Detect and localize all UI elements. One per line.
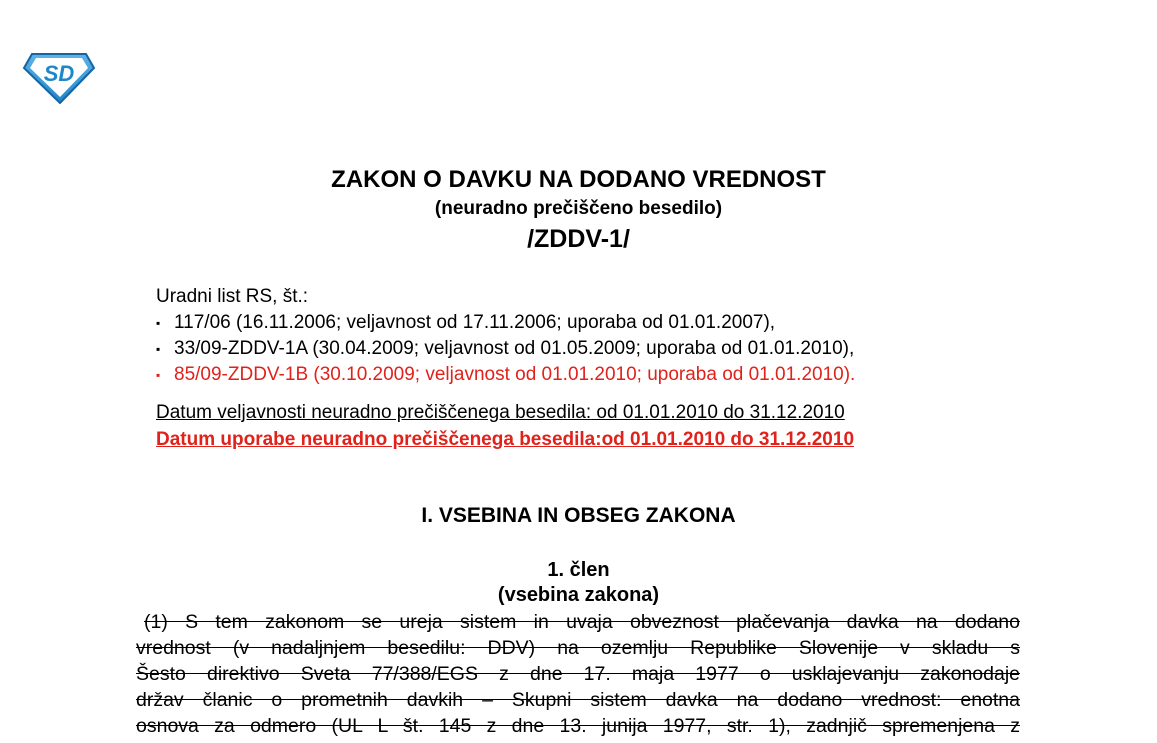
gazette-entry-text: 117/06 (16.11.2006; veljavnost od 17.11.2006; uporaba od 01.01.2007), — [174, 312, 776, 333]
gazette-entry — [156, 362, 1056, 388]
section-title: I. VSEBINA IN OBSEG ZAKONA — [421, 504, 736, 527]
law-code: /ZDDV-1/ — [527, 225, 630, 253]
validity-line — [156, 399, 854, 426]
gazette-entry-text: 85/09-ZDDV-1B (30.10.2009; veljavnost od 01.01.2010; uporaba od 01.01.2010). — [174, 364, 856, 385]
gazette-entry-text: 33/09-ZDDV-1A (30.04.2009; veljavnost od 01.05.2009; uporaba od 01.01.2010), — [174, 338, 855, 359]
svg-text:SD: SD — [43, 61, 75, 86]
bullet-icon: ▪ — [156, 342, 161, 356]
bullet-icon: ▪ — [156, 316, 161, 330]
article-number: 1. člen — [547, 559, 610, 581]
article-line: Šesto direktivo Sveta 77/388/EGS z dne 17. maja 1977 o usklajevanju zakonodaje — [136, 663, 1020, 685]
article-heading: (vsebina zakona) — [497, 584, 660, 606]
validity-label: Datum veljavnosti neuradno prečiščenega besedila: — [156, 402, 592, 423]
article-line: vrednost (v nadaljnjem besedilu: DDV) na ozemlju Republike Slovenije v skladu s — [136, 637, 1020, 659]
law-subtitle: (neuradno prečiščeno besedilo) — [434, 198, 723, 219]
article-line: (1) S tem zakonom se ureja sistem in uvaja obveznost plačevanja davka na dodano — [144, 611, 1020, 633]
gazette-entry — [156, 310, 1056, 336]
validity-block — [156, 399, 854, 453]
sd-shield-logo-icon — [22, 50, 96, 104]
article-body — [136, 609, 1020, 739]
gazette-label: Uradni list RS, št.: — [156, 286, 309, 307]
validity-value: od 01.01.2010 do 31.12.2010 — [591, 402, 845, 423]
law-title: ZAKON O DAVKU NA DODANO VREDNOST — [331, 166, 826, 193]
usage-line: Datum uporabe neuradno prečiščenega besedila:od 01.01.2010 do 31.12.2010 — [156, 429, 855, 450]
official-gazette-block — [156, 284, 1056, 388]
article-line: osnova za odmero (UL L št. 145 z dne 13. junija 1977, str. 1), zadnjič spremenjena z — [136, 715, 1020, 737]
bullet-icon: ▪ — [156, 368, 161, 382]
article-line: držav članic o prometnih davkih – Skupni sistem davka na dodano vrednost: enotna — [136, 689, 1020, 711]
gazette-entry — [156, 336, 1056, 362]
